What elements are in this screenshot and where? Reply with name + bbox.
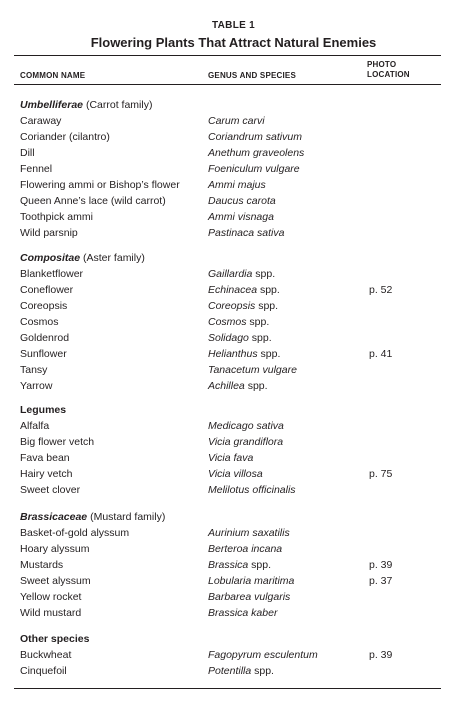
common-name-cell: Flowering ammi or Bishop’s flower bbox=[20, 179, 180, 191]
table-row bbox=[0, 434, 467, 450]
genus-species-cell bbox=[208, 418, 284, 434]
bottom-rule bbox=[14, 688, 441, 689]
table-row bbox=[0, 482, 467, 498]
genus-species-cell bbox=[208, 177, 266, 193]
genus-species-name: Vicia fava bbox=[208, 452, 254, 464]
genus-species-name: Achillea bbox=[208, 380, 245, 392]
header-rule bbox=[14, 84, 441, 85]
column-header-common-name: COMMON NAME bbox=[20, 71, 86, 80]
common-name-cell: Toothpick ammi bbox=[20, 211, 93, 223]
group-title-latin: Compositae bbox=[20, 252, 81, 264]
column-header-photo-line2: LOCATION bbox=[367, 70, 410, 79]
common-name-cell: Mustards bbox=[20, 559, 64, 571]
column-header-photo-line1: PHOTO bbox=[367, 60, 397, 69]
genus-species-name: Aurinium saxatilis bbox=[208, 527, 290, 539]
group-title-text: Legumes bbox=[20, 404, 67, 416]
genus-species-name: Coreopsis bbox=[208, 300, 256, 312]
common-name-cell: Cinquefoil bbox=[20, 665, 67, 677]
table-row bbox=[0, 225, 467, 241]
genus-species-name: Medicago sativa bbox=[208, 420, 284, 432]
common-name-cell: Hoary alyssum bbox=[20, 543, 90, 555]
genus-species-name: Pastinaca sativa bbox=[208, 227, 285, 239]
genus-species-name: Vicia grandiflora bbox=[208, 436, 284, 448]
group-title-family: (Aster family) bbox=[80, 252, 145, 264]
genus-species-cell bbox=[208, 225, 284, 241]
group-title-family: (Carrot family) bbox=[83, 99, 153, 111]
genus-species-cell bbox=[208, 482, 296, 498]
genus-species-name: Lobularia maritima bbox=[208, 575, 295, 587]
top-rule bbox=[14, 55, 441, 56]
group-title bbox=[20, 252, 145, 264]
photo-location-cell: p. 52 bbox=[369, 284, 393, 296]
genus-species-name: Echinacea bbox=[208, 284, 258, 296]
genus-species-name: Brassica bbox=[208, 559, 249, 571]
group-title-latin: Umbelliferae bbox=[20, 99, 84, 111]
genus-suffix: spp. bbox=[248, 559, 272, 571]
common-name-cell: Fennel bbox=[20, 163, 53, 175]
genus-species-cell bbox=[208, 557, 271, 573]
genus-species-name: Ammi majus bbox=[208, 179, 266, 191]
table-row bbox=[0, 266, 467, 282]
genus-species-name: Gaillardia bbox=[208, 268, 253, 280]
common-name-cell: Hairy vetch bbox=[20, 468, 73, 480]
photo-location-cell: p. 39 bbox=[369, 649, 393, 661]
genus-suffix: spp. bbox=[251, 665, 274, 677]
common-name-cell: Blanketflower bbox=[20, 268, 84, 280]
genus-species-cell bbox=[208, 266, 275, 282]
genus-species-cell bbox=[208, 663, 274, 679]
table-row bbox=[0, 282, 467, 298]
genus-species-name: Solidago bbox=[208, 332, 249, 344]
photo-location-cell: p. 75 bbox=[369, 468, 393, 480]
genus-species-name: Potentilla bbox=[208, 665, 252, 677]
genus-species-cell bbox=[208, 647, 318, 663]
genus-species-name: Anethum graveolens bbox=[208, 147, 305, 159]
table-row bbox=[0, 362, 467, 378]
genus-species-cell bbox=[208, 193, 276, 209]
genus-species-name: Brassica kaber bbox=[208, 607, 278, 619]
table-row bbox=[0, 346, 467, 362]
genus-suffix: spp. bbox=[246, 316, 270, 328]
genus-species-cell bbox=[208, 605, 277, 621]
genus-species-cell bbox=[208, 346, 280, 362]
table-row bbox=[0, 161, 467, 177]
genus-species-name: Ammi visnaga bbox=[208, 211, 274, 223]
table-row bbox=[0, 209, 467, 225]
group-title bbox=[20, 404, 66, 416]
common-name-cell: Sweet alyssum bbox=[20, 575, 91, 587]
common-name-cell: Big flower vetch bbox=[20, 436, 95, 448]
common-name-cell: Wild parsnip bbox=[20, 227, 78, 239]
table-row bbox=[0, 450, 467, 466]
genus-species-cell bbox=[208, 434, 283, 450]
column-header-photo-location bbox=[367, 60, 410, 80]
table-row bbox=[0, 145, 467, 161]
common-name-cell: Yarrow bbox=[20, 380, 53, 392]
genus-species-name: Tanacetum vulgare bbox=[208, 364, 297, 376]
genus-species-name: Daucus carota bbox=[208, 195, 276, 207]
common-name-cell: Sunflower bbox=[20, 348, 67, 360]
genus-suffix: spp. bbox=[244, 380, 268, 392]
genus-species-cell bbox=[208, 330, 272, 346]
group-title bbox=[20, 99, 152, 111]
common-name-cell: Wild mustard bbox=[20, 607, 82, 619]
genus-suffix: spp. bbox=[255, 300, 279, 312]
genus-species-name: Foeniculum vulgare bbox=[208, 163, 300, 175]
genus-suffix: spp. bbox=[257, 284, 280, 296]
table-label: TABLE 1 bbox=[211, 20, 256, 31]
genus-species-cell bbox=[208, 466, 263, 482]
table-row bbox=[0, 541, 467, 557]
genus-species-cell bbox=[208, 362, 297, 378]
table-row bbox=[0, 330, 467, 346]
genus-species-name: Helianthus bbox=[208, 348, 258, 360]
genus-species-cell bbox=[208, 145, 304, 161]
genus-species-name: Melilotus officinalis bbox=[208, 484, 296, 496]
common-name-cell: Coneflower bbox=[20, 284, 74, 296]
photo-location-cell: p. 41 bbox=[369, 348, 393, 360]
genus-species-cell bbox=[208, 450, 253, 466]
table-row bbox=[0, 589, 467, 605]
common-name-cell: Dill bbox=[20, 147, 35, 159]
table-row bbox=[0, 314, 467, 330]
genus-species-name: Carum carvi bbox=[208, 115, 265, 127]
common-name-cell: Buckwheat bbox=[20, 649, 72, 661]
genus-species-cell bbox=[208, 161, 300, 177]
table-row bbox=[0, 573, 467, 589]
genus-species-cell bbox=[208, 378, 268, 394]
genus-species-cell bbox=[208, 209, 274, 225]
table-title: Flowering Plants That Attract Natural Enemies bbox=[90, 35, 377, 50]
table-row bbox=[0, 177, 467, 193]
genus-species-cell bbox=[208, 314, 269, 330]
genus-species-cell bbox=[208, 589, 290, 605]
common-name-cell: Coriander (cilantro) bbox=[20, 131, 110, 143]
group-title-latin: Brassicaceae bbox=[20, 511, 88, 523]
group-title-family: (Mustard family) bbox=[87, 511, 166, 523]
table-row bbox=[0, 193, 467, 209]
table-row bbox=[0, 663, 467, 679]
genus-species-name: Coriandrum sativum bbox=[208, 131, 302, 143]
genus-species-cell bbox=[208, 298, 278, 314]
common-name-cell: Yellow rocket bbox=[20, 591, 82, 603]
group-title bbox=[20, 511, 165, 523]
common-name-cell: Tansy bbox=[20, 364, 48, 376]
genus-suffix: spp. bbox=[248, 332, 272, 344]
table-row bbox=[0, 557, 467, 573]
group-title-text: Other species bbox=[20, 633, 90, 645]
common-name-cell: Queen Anne’s lace (wild carrot) bbox=[20, 195, 166, 207]
table-row bbox=[0, 525, 467, 541]
common-name-cell: Alfalfa bbox=[20, 420, 50, 432]
group-title bbox=[20, 633, 89, 645]
genus-species-cell bbox=[208, 113, 265, 129]
table-row bbox=[0, 129, 467, 145]
table-row bbox=[0, 378, 467, 394]
table-row bbox=[0, 418, 467, 434]
genus-species-name: Fagopyrum esculentum bbox=[208, 649, 318, 661]
genus-suffix: spp. bbox=[257, 348, 281, 360]
table-row bbox=[0, 298, 467, 314]
photo-location-cell: p. 37 bbox=[369, 575, 393, 587]
genus-species-name: Vicia villosa bbox=[208, 468, 263, 480]
genus-species-name: Cosmos bbox=[208, 316, 247, 328]
genus-species-cell bbox=[208, 573, 294, 589]
common-name-cell: Sweet clover bbox=[20, 484, 81, 496]
common-name-cell: Caraway bbox=[20, 115, 62, 127]
table-row bbox=[0, 647, 467, 663]
genus-species-name: Barbarea vulgaris bbox=[208, 591, 291, 603]
genus-species-cell bbox=[208, 525, 290, 541]
table-row bbox=[0, 113, 467, 129]
genus-species-name: Berteroa incana bbox=[208, 543, 283, 555]
common-name-cell: Coreopsis bbox=[20, 300, 68, 312]
table-row bbox=[0, 605, 467, 621]
common-name-cell: Fava bean bbox=[20, 452, 70, 464]
genus-suffix: spp. bbox=[252, 268, 276, 280]
common-name-cell: Cosmos bbox=[20, 316, 59, 328]
column-header-genus-species: GENUS AND SPECIES bbox=[208, 71, 297, 80]
table-row bbox=[0, 466, 467, 482]
genus-species-cell bbox=[208, 129, 302, 145]
photo-location-cell: p. 39 bbox=[369, 559, 393, 571]
common-name-cell: Basket-of-gold alyssum bbox=[20, 527, 130, 539]
genus-species-cell bbox=[208, 541, 282, 557]
genus-species-cell bbox=[208, 282, 280, 298]
common-name-cell: Goldenrod bbox=[20, 332, 70, 344]
